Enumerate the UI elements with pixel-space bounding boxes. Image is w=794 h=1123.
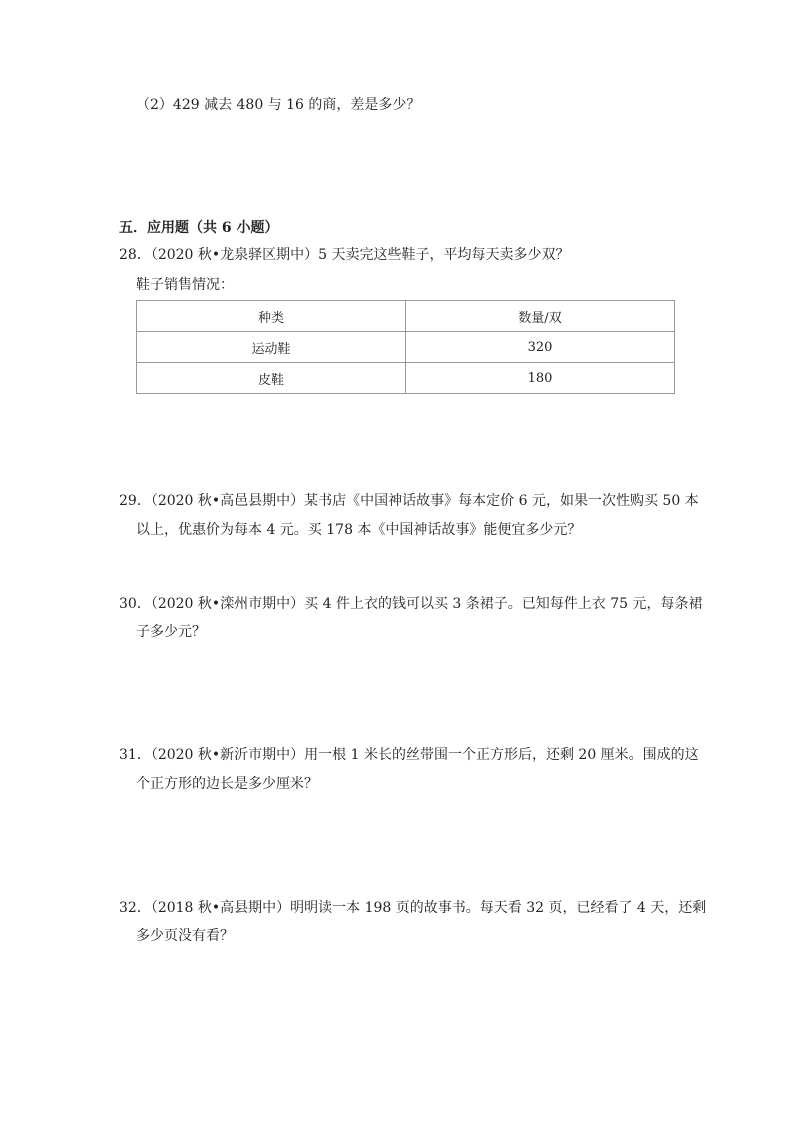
table-row: [137, 363, 675, 394]
question-31-line-1: 31．（2020 秋•新沂市期中）用一根 1 米长的丝带围一个正方形后，还剩 20 厘米。围成的这: [119, 747, 699, 763]
sub-question-2: （2）429 减去 480 与 16 的商，差是多少？: [136, 97, 421, 113]
question-29-line-2: 以上，优惠价为每本 4 元。买 178 本《中国神话故事》能便宜多少元？: [136, 522, 582, 538]
table-cell: 180: [406, 363, 675, 394]
table-cell: 皮鞋: [137, 363, 406, 394]
question-31-line-2: 个正方形的边长是多少厘米？: [136, 776, 318, 792]
question-28-text: 28．（2020 秋•龙泉驿区期中）5 天卖完这些鞋子，平均每天卖多少双？: [119, 247, 570, 263]
table-cell: 320: [406, 332, 675, 363]
table-header-row: [137, 301, 675, 332]
table-cell: 运动鞋: [137, 332, 406, 363]
question-30-line-2: 子多少元？: [136, 624, 206, 640]
question-29-line-1: 29．（2020 秋•高邑县期中）某书店《中国神话故事》每本定价 6 元，如果一次性购买 50 本: [119, 493, 699, 509]
shoe-sales-table: [136, 300, 675, 394]
question-32-line-1: 32．（2018 秋•高县期中）明明读一本 198 页的故事书。每天看 32 页，已经看了 4 天，还剩: [119, 900, 707, 916]
section-title: 五．应用题（共 6 小题）: [119, 220, 279, 236]
question-32-line-2: 多少页没有看？: [136, 928, 234, 944]
table-row: [137, 332, 675, 363]
table-header-cell: 种类: [137, 301, 406, 332]
question-30-line-1: 30．（2020 秋•滦州市期中）买 4 件上衣的钱可以买 3 条裙子。已知每件上衣 75 元，每条裙: [119, 596, 703, 612]
table-header-cell: 数量/双: [406, 301, 675, 332]
question-28-table-caption: 鞋子销售情况：: [136, 277, 234, 293]
